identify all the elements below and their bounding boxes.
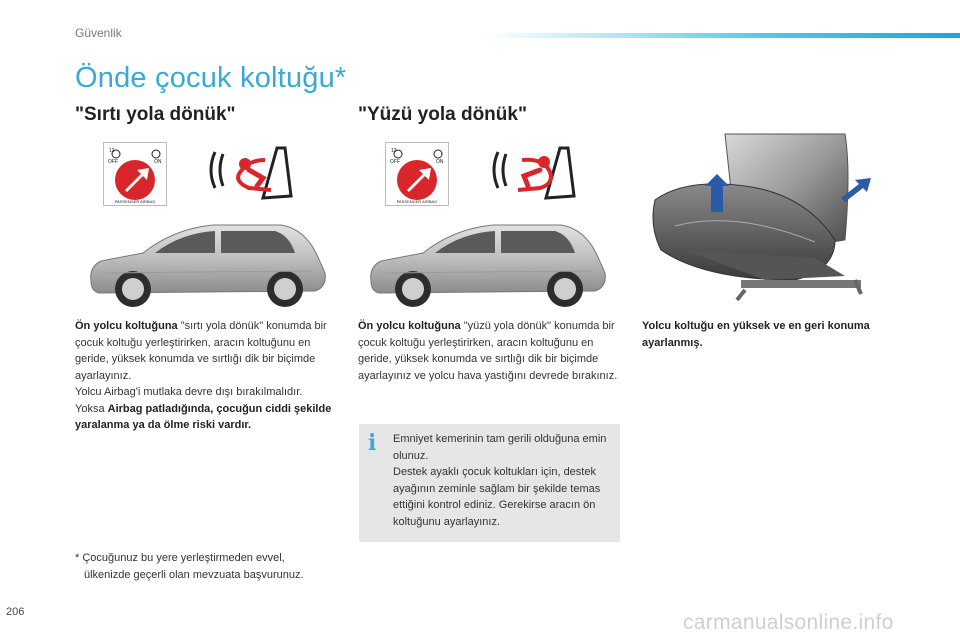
page-number: 206: [6, 606, 25, 618]
badge-off: OFF: [108, 159, 118, 165]
footnote: [75, 550, 345, 583]
seat-caption: Yolcu koltuğu en yüksek ve en geri konuma ayarlanmış.: [642, 320, 870, 349]
page-title: Önde çocuk koltuğu*: [75, 62, 347, 94]
rear-facing-child-seat-icon: [205, 140, 300, 205]
section-label: Güvenlik: [75, 26, 122, 40]
rear-text-1: "sırtı yola dönük" konumda bir çocuk koltuğu yerleştirirken, aracın koltuğunu en geride, yüksek konumda ve sırtlığı dik bir biçimde ayarlayınız.: [75, 320, 327, 382]
heading-forward-facing: "Yüzü yola dönük": [358, 104, 527, 125]
badge-label: PASSENGER AIRBAG: [114, 199, 156, 204]
watermark: carmanualsonline.info: [683, 611, 894, 634]
car-side-view-forward-facing: [365, 215, 610, 310]
airbag-deploy-icon: [434, 150, 442, 158]
child-seat-icon: [394, 150, 402, 158]
footnote-line-2: ülkenizde geçerli olan mevzuata başvurunuz.: [84, 568, 304, 581]
badge-num: 12: [391, 148, 397, 154]
badge-on: ON: [436, 159, 444, 165]
rear-text-bold: Ön yolcu koltuğuna: [75, 320, 178, 332]
passenger-seat-illustration: [645, 130, 880, 305]
note-line-2: Destek ayaklı çocuk koltukları için, destek ayağının zeminle sağlam bir şekilde temas ettiğini kontrol ediniz. Gerekirse aracın ön koltuğunu ayarlayınız.: [393, 466, 601, 528]
rear-text-2: Yolcu Airbag'i mutlaka devre dışı bırakılmalıdır.: [75, 386, 303, 398]
note-line-1: Emniyet kemerinin tam gerili olduğuna emin olunuz.: [393, 433, 607, 462]
badge-num: 12: [109, 148, 115, 154]
rear-text-3: Yoksa: [75, 402, 108, 415]
header-accent-bar: [488, 33, 960, 38]
badge-on: ON: [154, 159, 162, 165]
car-side-view-rear-facing: [85, 215, 330, 310]
airbag-deploy-icon: [152, 150, 160, 158]
rear-facing-instructions: [75, 318, 345, 434]
footnote-line-1: * Çocuğunuz bu yere yerleştirmeden evvel,: [75, 552, 285, 564]
child-seat-icon: [112, 150, 120, 158]
forward-text-1: "yüzü yola dönük" konumda bir çocuk koltuğu yerleştirirken, aracın koltuğunu en geride, yüksek konumda ve sırtlığı dik bir biçimde ayarlayınız ve yolcu hava yastığını devrede bırakınız.: [358, 320, 618, 382]
forward-text-bold: Ön yolcu koltuğuna: [358, 320, 461, 332]
badge-label: PASSENGER AIRBAG: [396, 199, 438, 204]
passenger-airbag-off-label-rear: [103, 142, 167, 206]
forward-facing-child-seat-icon: [488, 140, 583, 205]
heading-rear-facing: "Sırtı yola dönük": [75, 104, 236, 125]
note-text: [393, 431, 615, 530]
passenger-airbag-off-label-forward: [385, 142, 449, 206]
rear-text-warning: Airbag patladığında, çocuğun ciddi şekilde yaralanma ya da ölme riski vardır.: [75, 402, 332, 431]
forward-facing-instructions: [358, 318, 620, 384]
badge-off: OFF: [390, 159, 400, 165]
info-icon: i: [368, 430, 377, 456]
